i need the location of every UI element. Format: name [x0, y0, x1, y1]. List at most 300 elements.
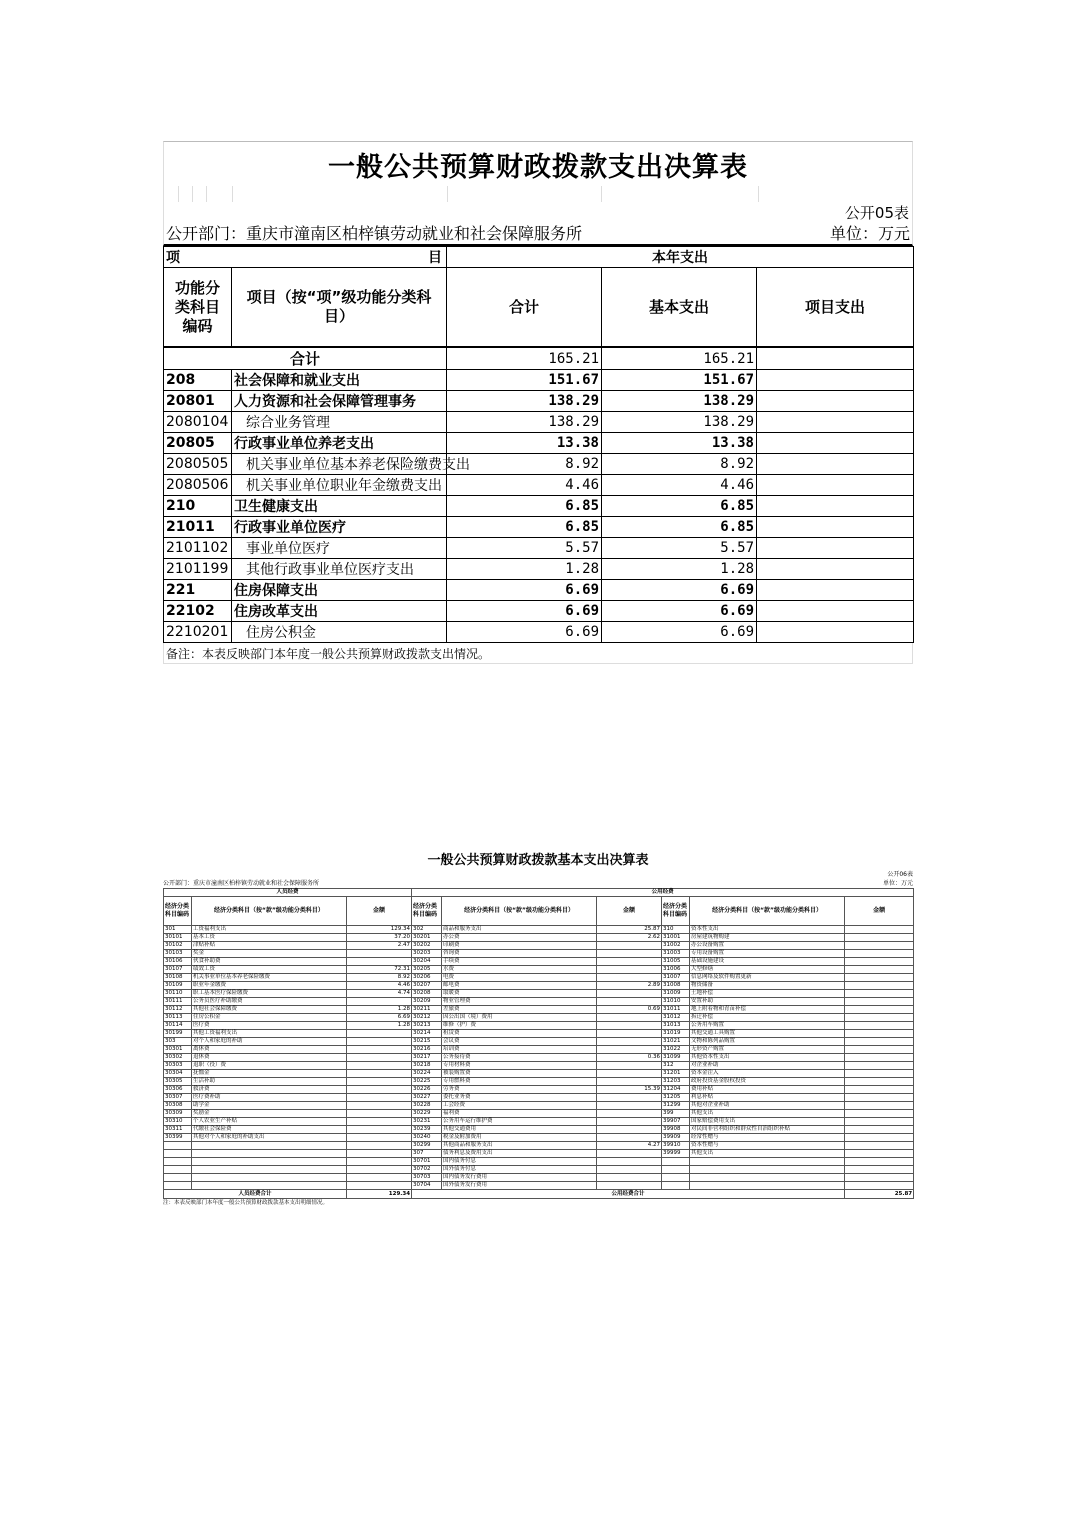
cell-code: 30103 [164, 950, 192, 958]
cell-code: 30702 [412, 1166, 442, 1174]
cell-code: 30307 [164, 1094, 192, 1102]
cell-code: 39910 [662, 1142, 690, 1150]
basic-expenditure-table-2 [163, 852, 913, 1208]
cell-name: 因公出国（境）费用 [442, 1014, 597, 1022]
cell-amount [845, 1030, 914, 1038]
cell-amount [347, 1182, 412, 1190]
cell-name: 退休费 [192, 1054, 347, 1062]
row-name: 行政事业单位养老支出 [232, 433, 447, 454]
cell-code: 307 [412, 1150, 442, 1158]
table1-total-label: 合计 [164, 347, 447, 370]
cell-code: 30108 [164, 974, 192, 982]
row-total: 8.92 [447, 454, 602, 475]
cell-name: 公务用车购置 [690, 1022, 845, 1030]
cell-name: 医疗费 [192, 1022, 347, 1030]
table1-total-basic: 165.21 [602, 347, 757, 370]
cell-name: 咨询费 [442, 950, 597, 958]
cell-name: 地上附着物和青苗补偿 [690, 1006, 845, 1014]
table-row [164, 1070, 914, 1078]
cell-code: 303 [164, 1038, 192, 1046]
row-total: 1.28 [447, 559, 602, 580]
row-code: 2080505 [164, 454, 232, 475]
row-project [757, 559, 914, 580]
table2-header-row-1 [164, 889, 914, 897]
cell-amount [597, 950, 662, 958]
table-row [164, 433, 914, 454]
cell-code: 30199 [164, 1030, 192, 1038]
cell-name: 专用设备购置 [690, 950, 845, 958]
cell-amount: 2.89 [597, 982, 662, 990]
cell-amount [597, 942, 662, 950]
cell-amount: 6.69 [347, 1014, 412, 1022]
table-row [164, 370, 914, 391]
cell-amount [845, 1094, 914, 1102]
cell-name: 专用燃料费 [442, 1078, 597, 1086]
header-item-right: 目 [428, 250, 442, 266]
cell-code: 30218 [412, 1062, 442, 1070]
table-row [164, 412, 914, 433]
row-name: 机关事业单位基本养老保险缴费支出 [232, 454, 447, 475]
cell-amount [845, 1158, 914, 1166]
row-code: 208 [164, 370, 232, 391]
table2-total-row [164, 1190, 914, 1199]
row-project [757, 580, 914, 601]
cell-amount [597, 1166, 662, 1174]
table-row [164, 1174, 914, 1182]
cell-code: 30212 [412, 1014, 442, 1022]
cell-name: 取暖费 [442, 990, 597, 998]
table2-header-row-2 [164, 897, 914, 926]
cell-amount [845, 1110, 914, 1118]
cell-amount: 4.27 [597, 1142, 662, 1150]
cell-code: 39907 [662, 1118, 690, 1126]
table-row [164, 966, 914, 974]
table-row [164, 1086, 914, 1094]
table1-unit: 单位：万元 [829, 224, 910, 243]
table1-total-row [164, 347, 914, 370]
header-item-left: 项 [166, 250, 180, 266]
cell-name: 代缴社会保险费 [192, 1126, 347, 1134]
cell-code: 30208 [412, 990, 442, 998]
cell-name: 差旅费 [442, 1006, 597, 1014]
cell-name: 其他对企业补助 [690, 1102, 845, 1110]
table-row [164, 601, 914, 622]
cell-amount [845, 1134, 914, 1142]
cell-code: 30217 [412, 1054, 442, 1062]
cell-code: 399 [662, 1110, 690, 1118]
cell-code: 30215 [412, 1038, 442, 1046]
row-name: 住房公积金 [232, 622, 447, 643]
cell-name: 印刷费 [442, 942, 597, 950]
cell-amount [347, 1174, 412, 1182]
row-code: 2080506 [164, 475, 232, 496]
cell-name: 国家赔偿费用支出 [690, 1118, 845, 1126]
cell-name: 其他对个人和家庭的补助支出 [192, 1134, 347, 1142]
cell-amount [597, 990, 662, 998]
table2-personnel-total: 129.34 [347, 1190, 412, 1199]
cell-amount [597, 1118, 662, 1126]
row-name: 机关事业单位职业年金缴费支出 [232, 475, 447, 496]
row-total: 13.38 [447, 433, 602, 454]
cell-code: 31012 [662, 1014, 690, 1022]
cell-amount [597, 1030, 662, 1038]
cell-name: 专用材料费 [442, 1062, 597, 1070]
row-project [757, 517, 914, 538]
cell-amount: 4.46 [347, 982, 412, 990]
cell-name: 安置补助 [690, 998, 845, 1006]
table1-header-row-2 [164, 268, 914, 348]
cell-name [192, 1174, 347, 1182]
cell-name: 劳务费 [442, 1086, 597, 1094]
cell-code: 310 [662, 926, 690, 934]
table2-dept-line [163, 879, 913, 888]
table2-unit: 单位：万元 [882, 880, 913, 887]
cell-amount [597, 1126, 662, 1134]
cell-code: 39999 [662, 1150, 690, 1158]
cell-code: 31002 [662, 942, 690, 950]
cell-amount: 0.36 [597, 1054, 662, 1062]
cell-name: 会议费 [442, 1038, 597, 1046]
row-name: 住房保障支出 [232, 580, 447, 601]
cell-name: 商品和服务支出 [442, 926, 597, 934]
cell-amount [347, 1150, 412, 1158]
cell-name: 委托业务费 [442, 1094, 597, 1102]
cell-code [164, 1182, 192, 1190]
row-basic: 1.28 [602, 559, 757, 580]
cell-code [164, 1142, 192, 1150]
cell-code: 30110 [164, 990, 192, 998]
cell-name: 物资储备 [690, 982, 845, 990]
table-row [164, 1014, 914, 1022]
row-total: 6.69 [447, 622, 602, 643]
cell-name: 资本金注入 [690, 1070, 845, 1078]
cell-name: 国内债务付息 [442, 1158, 597, 1166]
table-row [164, 1166, 914, 1174]
cell-amount [347, 1158, 412, 1166]
row-total: 6.69 [447, 580, 602, 601]
table2-dept: 公开部门：重庆市潼南区柏梓镇劳动就业和社会保障服务所 [163, 880, 320, 887]
cell-amount [845, 942, 914, 950]
cell-name: 住房公积金 [192, 1014, 347, 1022]
cell-code: 31010 [662, 998, 690, 1006]
cell-code: 31299 [662, 1102, 690, 1110]
table-row [164, 454, 914, 475]
table-row [164, 950, 914, 958]
cell-name: 利息补贴 [690, 1094, 845, 1102]
row-name: 人力资源和社会保障管理事务 [232, 391, 447, 412]
cell-code: 31011 [662, 1006, 690, 1014]
row-project [757, 475, 914, 496]
cell-code: 30204 [412, 958, 442, 966]
table2-col-amount: 金额 [597, 897, 662, 926]
cell-name: 救济费 [192, 1086, 347, 1094]
cell-amount [845, 1126, 914, 1134]
cell-name: 邮电费 [442, 982, 597, 990]
row-code: 2101102 [164, 538, 232, 559]
cell-code: 30101 [164, 934, 192, 942]
table2-header-public: 公用经费 [412, 889, 914, 897]
table-row [164, 1110, 914, 1118]
table1-form-no: 公开05表 [163, 202, 913, 222]
cell-code: 30203 [412, 950, 442, 958]
cell-code: 30301 [164, 1046, 192, 1054]
table-row [164, 1134, 914, 1142]
cell-code: 31006 [662, 966, 690, 974]
table1-grid [163, 246, 914, 643]
cell-amount [845, 1142, 914, 1150]
cell-code: 30228 [412, 1102, 442, 1110]
cell-name: 经常性赠与 [690, 1134, 845, 1142]
row-total: 138.29 [447, 391, 602, 412]
table-row [164, 1054, 914, 1062]
cell-name: 基本工资 [192, 934, 347, 942]
cell-name: 培训费 [442, 1046, 597, 1054]
table-row [164, 974, 914, 982]
table-row [164, 517, 914, 538]
cell-name: 信息网络及软件购置更新 [690, 974, 845, 982]
cell-amount [597, 1150, 662, 1158]
cell-amount [597, 1062, 662, 1070]
cell-name: 房屋建筑物购建 [690, 934, 845, 942]
table-row [164, 1158, 914, 1166]
row-basic: 6.69 [602, 601, 757, 622]
row-total: 151.67 [447, 370, 602, 391]
cell-amount [845, 966, 914, 974]
row-code: 221 [164, 580, 232, 601]
table1-dept: 公开部门：重庆市潼南区柏梓镇劳动就业和社会保障服务所 [166, 224, 583, 243]
row-name: 综合业务管理 [232, 412, 447, 433]
row-name: 卫生健康支出 [232, 496, 447, 517]
table-row [164, 1022, 914, 1030]
cell-name: 离休费 [192, 1046, 347, 1054]
cell-code: 30201 [412, 934, 442, 942]
row-total: 4.46 [447, 475, 602, 496]
table-row [164, 496, 914, 517]
table-row [164, 998, 914, 1006]
cell-name: 抚恤金 [192, 1070, 347, 1078]
table2-col-name: 经济分类科目（按“款”级功能分类科目） [192, 897, 347, 926]
cell-name: 办公费 [442, 934, 597, 942]
table1-total-sum: 165.21 [447, 347, 602, 370]
cell-code: 30229 [412, 1110, 442, 1118]
cell-name: 税金及附加费用 [442, 1134, 597, 1142]
row-project [757, 454, 914, 475]
cell-amount [347, 1070, 412, 1078]
row-code: 2101199 [164, 559, 232, 580]
cell-code: 31009 [662, 990, 690, 998]
cell-code: 30309 [164, 1110, 192, 1118]
cell-amount [597, 1182, 662, 1190]
table-row [164, 1030, 914, 1038]
table-row [164, 391, 914, 412]
cell-amount [845, 926, 914, 934]
cell-code [662, 1174, 690, 1182]
cell-amount [845, 958, 914, 966]
table1-header-name: 项目（按“项”级功能分类科目） [232, 268, 447, 348]
cell-name: 个人农业生产补贴 [192, 1118, 347, 1126]
cell-code: 30308 [164, 1102, 192, 1110]
cell-name: 对企业补助 [690, 1062, 845, 1070]
cell-name: 租赁费 [442, 1030, 597, 1038]
cell-amount [347, 1038, 412, 1046]
cell-name: 职业年金缴费 [192, 982, 347, 990]
cell-amount [347, 958, 412, 966]
cell-amount [347, 1126, 412, 1134]
table-row [164, 1046, 914, 1054]
cell-code: 31099 [662, 1054, 690, 1062]
table2-body [164, 926, 914, 1190]
cell-name: 拆迁补偿 [690, 1014, 845, 1022]
cell-name: 职工基本医疗保险缴费 [192, 990, 347, 998]
table2-col-name: 经济分类科目（按“款”级功能分类科目） [690, 897, 845, 926]
cell-name [690, 1166, 845, 1174]
cell-amount [845, 1174, 914, 1182]
row-name: 住房改革支出 [232, 601, 447, 622]
cell-name: 津贴补贴 [192, 942, 347, 950]
table2-header-personnel: 人员经费 [164, 889, 412, 897]
cell-code: 30109 [164, 982, 192, 990]
row-code: 21011 [164, 517, 232, 538]
cell-code: 30206 [412, 974, 442, 982]
cell-name [192, 1142, 347, 1150]
table-row [164, 1142, 914, 1150]
table-row [164, 942, 914, 950]
cell-amount [845, 1102, 914, 1110]
cell-code: 30114 [164, 1022, 192, 1030]
cell-name: 公务员医疗补助缴费 [192, 998, 347, 1006]
table-row [164, 580, 914, 601]
row-project [757, 370, 914, 391]
table-row [164, 1094, 914, 1102]
cell-code: 312 [662, 1062, 690, 1070]
table-row [164, 538, 914, 559]
cell-code: 30239 [412, 1126, 442, 1134]
cell-name: 奖金 [192, 950, 347, 958]
cell-name: 其他商品和服务支出 [442, 1142, 597, 1150]
cell-code: 30305 [164, 1078, 192, 1086]
cell-name: 债务利息及费用支出 [442, 1150, 597, 1158]
cell-name: 其他社会保障缴费 [192, 1006, 347, 1014]
cell-code [662, 1166, 690, 1174]
cell-amount [845, 950, 914, 958]
table-row [164, 926, 914, 934]
row-project [757, 391, 914, 412]
cell-name: 生活补助 [192, 1078, 347, 1086]
cell-amount [597, 1158, 662, 1166]
cell-name: 被装购置费 [442, 1070, 597, 1078]
table2-personnel-total-label: 人员经费合计 [164, 1190, 347, 1199]
row-total: 5.57 [447, 538, 602, 559]
cell-name: 电费 [442, 974, 597, 982]
cell-code: 30311 [164, 1126, 192, 1134]
cell-code: 30205 [412, 966, 442, 974]
cell-amount [597, 1022, 662, 1030]
cell-code: 31013 [662, 1022, 690, 1030]
cell-amount [845, 934, 914, 942]
table-row [164, 1062, 914, 1070]
cell-amount [845, 1062, 914, 1070]
table2-col-code: 经济分类科目编码 [412, 897, 442, 926]
cell-name [690, 1158, 845, 1166]
row-total: 6.85 [447, 496, 602, 517]
cell-amount [845, 982, 914, 990]
cell-amount [597, 1134, 662, 1142]
cell-name: 其他资本性支出 [690, 1054, 845, 1062]
table1-header-basic: 基本支出 [602, 268, 757, 348]
row-basic: 6.85 [602, 496, 757, 517]
cell-code: 30102 [164, 942, 192, 950]
row-code: 20801 [164, 391, 232, 412]
cell-code: 30231 [412, 1118, 442, 1126]
cell-name: 水费 [442, 966, 597, 974]
cell-amount: 0.69 [597, 1006, 662, 1014]
cell-amount [347, 998, 412, 1006]
cell-amount [597, 974, 662, 982]
cell-code: 31204 [662, 1086, 690, 1094]
cell-amount [845, 1078, 914, 1086]
row-name: 行政事业单位医疗 [232, 517, 447, 538]
table2-public-total: 25.87 [845, 1190, 914, 1199]
cell-amount: 1.28 [347, 1006, 412, 1014]
cell-code: 31008 [662, 982, 690, 990]
row-code: 210 [164, 496, 232, 517]
cell-code [164, 1174, 192, 1182]
table-row [164, 1118, 914, 1126]
table2-col-amount: 金额 [347, 897, 412, 926]
cell-amount [597, 998, 662, 1006]
cell-amount [347, 1134, 412, 1142]
cell-amount [845, 990, 914, 998]
table-row [164, 622, 914, 643]
table2-note: 注：本表反映部门本年度一般公共预算财政拨款基本支出明细情况。 [163, 1200, 329, 1206]
cell-name: 费用补贴 [690, 1086, 845, 1094]
cell-amount [845, 998, 914, 1006]
table1-header-row-1 [164, 247, 914, 268]
row-name: 社会保障和就业支出 [232, 370, 447, 391]
cell-code: 30226 [412, 1086, 442, 1094]
cell-amount [845, 1022, 914, 1030]
table-row [164, 982, 914, 990]
cell-amount [597, 1094, 662, 1102]
row-name: 其他行政事业单位医疗支出 [232, 559, 447, 580]
cell-amount: 8.92 [347, 974, 412, 982]
table1-header-total: 合计 [447, 268, 602, 348]
row-name: 事业单位医疗 [232, 538, 447, 559]
cell-amount [597, 1102, 662, 1110]
cell-amount: 15.39 [597, 1086, 662, 1094]
cell-name: 工会经费 [442, 1102, 597, 1110]
table-row [164, 934, 914, 942]
cell-amount [347, 1062, 412, 1070]
row-project [757, 412, 914, 433]
cell-code [164, 1158, 192, 1166]
cell-name [690, 1174, 845, 1182]
cell-amount [347, 1046, 412, 1054]
table2-col-code: 经济分类科目编码 [662, 897, 690, 926]
table-row [164, 990, 914, 998]
row-basic: 6.85 [602, 517, 757, 538]
row-code: 22102 [164, 601, 232, 622]
row-basic: 13.38 [602, 433, 757, 454]
row-total: 6.85 [447, 517, 602, 538]
cell-name: 公务接待费 [442, 1054, 597, 1062]
cell-code: 31205 [662, 1094, 690, 1102]
cell-amount [845, 1166, 914, 1174]
table2-form-no: 公开06表 [887, 871, 913, 878]
cell-code: 30302 [164, 1054, 192, 1062]
cell-code: 30704 [412, 1182, 442, 1190]
row-code: 2080104 [164, 412, 232, 433]
